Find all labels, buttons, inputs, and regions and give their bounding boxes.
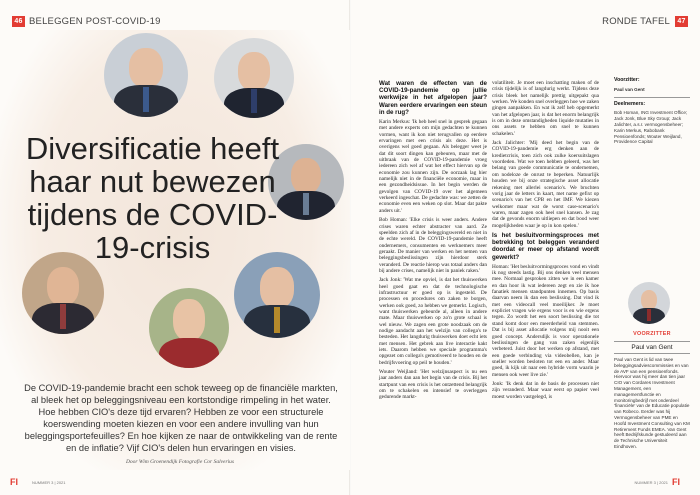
panel-sidebar <box>614 78 690 145</box>
chair-label: Voorzitter: <box>614 77 640 83</box>
interview-paragraph: Bob Homan: 'Elke crisis is weer anders. Andere crises waren echter abstracter van aard. Ze speelden zich af in de beleggingswereld en niet in de echte wereld. De COVID-19-pandemie heeft ondernemers, consumenten en werknemers meer geraakt. De manier van werken en het nemen van beleggingsbeslissingen zijn hierdoor sterk veranderd. De reactie hierop was totaal anders dan bij andere crises, namelijk niet in paniek raken.' <box>379 217 487 274</box>
interview-paragraph: Jack Jonk: 'Wat me opviel, is dat het thuiswerken heel goed gaat en dat de technologische infrastructuur er goed op is ingesteld. De processen en procedures om zaken te borgen, werken ook goed, zo hebben we gemerkt. Logisch, want thuiswerken gebeurde al, alleen in andere mate. Maar thuiswerken op zo'n grote schaal is wel nieuw. We zagen een grote noodzaak om de nodige aandacht aan het welzijn van collega's te besteden. Het langdurig thuiswerken doet echt iets met mensen. Het gebrek aan live interactie kakt iets. Daarom hebben we speciale programma's opgezet om collega's gemotiveerd te houden en de bedrijfsvoering op peil te houden.' <box>379 277 487 366</box>
page-number-left: 46 <box>12 16 25 27</box>
interview-paragraph: volatiliteit. Je moet een inschatting maken of de crisis tijdelijk is of langdurig werkt. Tijdens deze crisis bleek het namelijk prettig uitgepakt qua werken. We konden snel overleggen hoe we zaken gingen aanpakken. En wat ik zelf heb opgemerkt van het afgelopen jaar, is dat het enorm belangrijk is om in deze omstandigheden liquide mutaties in ons assets te hebben om snel te kunnen schakelen.' <box>492 80 599 137</box>
portrait-bob-homan <box>104 33 188 117</box>
fi-logo-left: FI <box>10 477 18 487</box>
interview-paragraph: Karin Merkus: 'Ik heb heel snel in gesprek gegaan met andere experts om mijn gedachten te kunnen vormen, want ik kon niet terugvallen op eerdere ervaringen met een crisis als deze. Het is overigens wel goed gegaan. Als belegger weet je dat dit soort dingen kan gebeuren, maar met de uitbraak van de COVID-19-pandemie vroeg iedereen zich wel af wat het effect hiervan op de economie zou kunnen zijn. De oorzaak lag hier namelijk niet in de financiële economie, maar in een gezondheidsissue. In het begin werden de gevolgen van COVID-19 over het algemeen verkeerd ingeschat. De gedachte was: we zetten de economie even een weken op slot. Maar dat pakte anders uit.' <box>379 119 487 214</box>
participants-label: Deelnemers: <box>614 100 646 107</box>
interview-question: Wat waren de effecten van de COVID-19-pandemie op jullie werkwijze in het afgelopen jaar? Waren eerdere ervaringen een steun in de rug? <box>379 80 487 116</box>
interview-paragraph: Jack Jalichter: 'Mij deed het begin van de COVID-19-pandemie erg denken aan de kredietcrisis, toen zich ook zulke koersuitslagen voordeden. Wat we toen hebben geleerd, was het belang van goede communicatie te ondernemen, om nodeloze de onrust te beperken. Natuurlijk houden we bij onze strategische asset allocatie rekening met allerlei scenario's. We bruchten vorig jaar de letters in kaart, met name gefixt op scenario's van het CPB en het IMF. We kiezen welkomer maar wat de worst case-scenario's waren, maar zagen ook heel snel kansen. Je zag dat de gevonds enorm uitliepen en dat bood weer mogelijkheden waar je op in kon spelen.' <box>492 140 599 229</box>
moderator-bio: Paul van Gent is lid van twee beleggingsadviescommissies en van de AVF van een pensioenfonds. Hiervoor was hij meer dan tien jaar CIO van Cordares Investment Management, een managementfunctie en monitoringbedrijf met onderdeel ‘financiële’ van de Educatie populatie van Robeco. Eerder was hij Vermogensbeheer van PME en Hoofd Investment Consulting van KM Retirement Funds EMEA. Van Gent heeft Bedrijfskunde gestudeerd aan de Technische Universiteit Eindhoven. <box>614 357 690 449</box>
article-headline: Diversificatie heeft haar nut bewezen tijdens de COVID-19-crisis <box>25 131 280 265</box>
article-lede: De COVID-19-pandemie bracht een schok teweeg op de financiële markten, al bleek het op beleggingsniveau een kortstondige rimpeling in het water. Hoe hebben CIO's deze tijd ervaren? Hebben ze voor een structurele koerswending moeten kiezen en voor een andere invulling van hun beleggingsportefeuilles? En hoe kijken ze naar de ontwikkeling van de rente en de inflatie? Vijf CIO's delen hun ervaringen en visies. <box>24 383 338 453</box>
left-page-header <box>12 14 161 28</box>
portrait-paul-van-gent <box>628 282 670 324</box>
portrait-guest-right <box>234 252 320 338</box>
fi-logo-right: FI <box>672 477 680 487</box>
article-column-1 <box>379 80 487 404</box>
section-title-left: BELEGGEN POST-COVID-19 <box>29 15 161 27</box>
interview-question: Is het besluitvormingsproces met betrekking tot beleggen veranderd doordat er meer op afstand wordt gewerkt? <box>492 231 599 261</box>
chair-name: Paul van Gent <box>614 86 645 92</box>
right-page-header <box>602 14 688 28</box>
moderator-name: Paul van Gent <box>614 341 690 354</box>
portrait-jack-jalichter <box>149 288 229 368</box>
interview-paragraph: Homan: 'Het besluitvormingsproces vond en vindt ik nog steeds lastig. Bij ons denken veel mensen mee. Normaal gesproken zitten we in een kamer en dan hoor ik wat iedereen zegt en zie ik hoe fanatiek mensen standpunten innemen. Op basis daarvan neem ik dan een beslissing. Dat vind ik met een videocall veel moeilijker. Je moet expliciet vragen wie ergens voor is en wie ergens tegen. Zo wordt het een soort beslissing die tot stand komt door een meerderheid van stemmen. Dat is bij asset allocatie volgens mij nooit een goed concept. Andersdijk is voor operationele beslissingen de gang van zaken eigenlijk verbeterd. Juist door het werken op afstand, met een goede verbinding via videobellen, kan je sneller worden besloten tot een en ander. Maar goed, ik kijk uit naar een hybride vorm waarin je mensen ook weer live zie.' <box>492 263 599 378</box>
moderator-label: VOORZITTER <box>633 331 671 337</box>
interview-paragraph: Wouter Weijland: 'Het welzijnsaspect is nu een jaar anders dan aan het begin van de crisis. Bij het startpunt van een crisis is het ontzettend belangrijk om te schakelen en intensief te overleggen gedurende markt- <box>379 369 487 401</box>
portrait-jack-jonk <box>214 38 294 118</box>
section-title-right: RONDE TAFEL <box>602 15 670 27</box>
issue-label-left: NUMMER 3 | 2021 <box>32 479 66 485</box>
left-footer <box>10 477 66 487</box>
issue-label-right: NUMMER 3 | 2021 <box>634 479 668 485</box>
participants-list: Bob Homan, ING Investment Office; Jack Jonk, Blue Sky Group; Jack Jalichter, a.s.r. vermogensbeheer; Karin Merkus, Rabobank Pensioenfonds; Wouter Weijland, Providence Capital <box>614 110 688 145</box>
article-credit: Door Wim Groenendijk Fotografie Cor Salverius <box>125 459 235 465</box>
interview-paragraph: Jonk: 'Ik denk dat in de basis de processen niet zijn veranderd. Maar waar eerst op papier veel moest worden vastgelegd, is <box>492 380 599 400</box>
portrait-karin-merkus <box>22 252 104 334</box>
right-footer <box>635 477 691 487</box>
page-number-right: 47 <box>675 16 688 27</box>
article-column-2 <box>492 80 599 403</box>
